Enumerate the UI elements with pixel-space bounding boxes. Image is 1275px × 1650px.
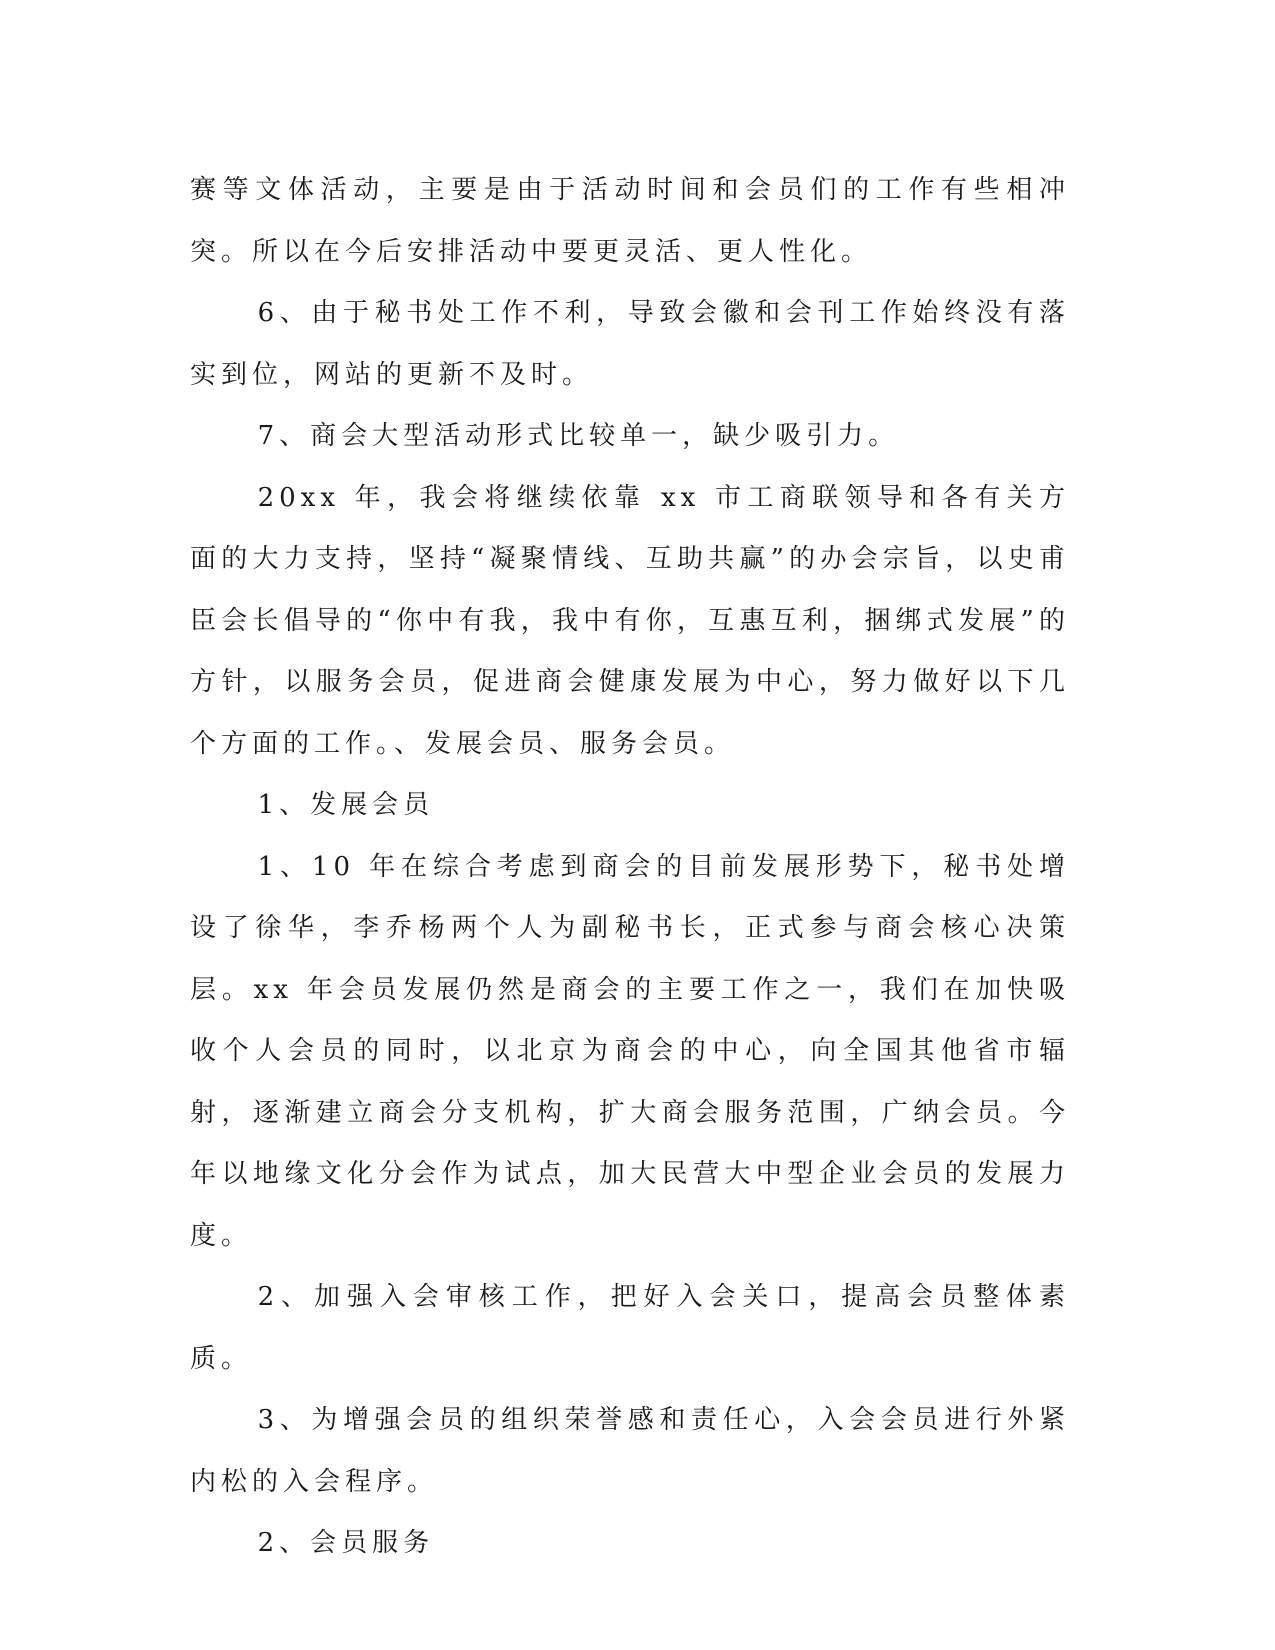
paragraph-continuation: 赛等文体活动，主要是由于活动时间和会员们的工作有些相冲突。所以在今后安排活动中要更灵活、更人性化。 <box>190 175 1070 267</box>
section-heading-member-service: 2、会员服务 <box>257 1528 435 1558</box>
section-heading-develop-members: 1、发展会员 <box>257 790 435 820</box>
paragraph-develop-3: 3、为增强会员的组织荣誉感和责任心，入会会员进行外紧内松的入会程序。 <box>190 1405 1070 1497</box>
paragraph-develop-2: 2、加强入会审核工作，把好入会关口，提高会员整体素质。 <box>190 1282 1070 1374</box>
paragraph-plan: 20xx 年，我会将继续依靠 xx 市工商联领导和各有关方面的大力支持，坚持“凝聚情线、互助共赢”的办会宗旨，以史甫臣会长倡导的“你中有我，我中有你，互惠互利，捆绑式发展”的方针，以服务会员，促进商会健康发展为中心，努力做好以下几个方面的工作。、发展会员、服务会员。 <box>190 482 1070 759</box>
paragraph-develop-1: 1、10 年在综合考虑到商会的目前发展形势下，秘书处增设了徐华，李乔杨两个人为副秘书长，正式参与商会核心决策层。xx 年会员发展仍然是商会的主要工作之一，我们在加快吸收个人会员的同时，以北京为商会的中心，向全国其他省市辐射，逐渐建立商会分支机构，扩大商会服务范围，广纳会员。今年以地缘文化分会作为试点，加大民营大中型企业会员的发展力度。 <box>190 851 1070 1251</box>
paragraph-item-6: 6、由于秘书处工作不利，导致会徽和会刊工作始终没有落实到位，网站的更新不及时。 <box>190 298 1070 390</box>
document-body <box>190 160 1070 1575</box>
paragraph-item-7: 7、商会大型活动形式比较单一，缺少吸引力。 <box>257 421 900 451</box>
